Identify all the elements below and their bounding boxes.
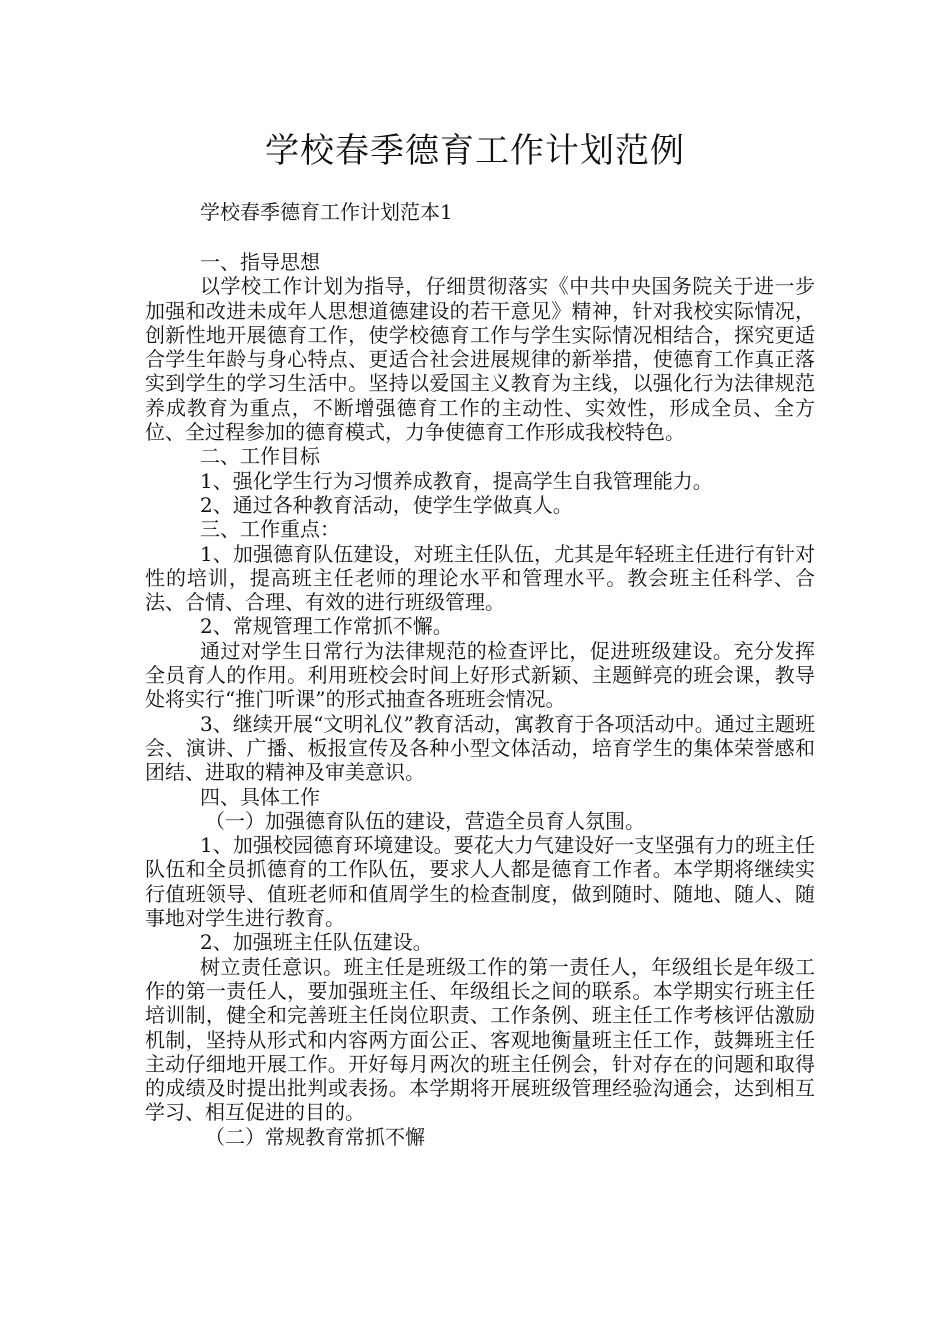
body-paragraph: 1、强化学生行为习惯养成教育，提高学生自我管理能力。	[200, 468, 713, 493]
section-heading: 一、指导思想	[200, 250, 320, 274]
body-paragraph: 3、继续开展“文明礼仪”教育活动，寓教育于各项活动中。通过主题班会、演讲、广播、板报宣传及各种小型文体活动，培育学生的集体荣誉感和团结、进取的精神及审美意识。	[145, 711, 815, 785]
body-paragraph: 1、加强校园德育环境建设。要花大力气建设好一支坚强有力的班主任队伍和全员抓德育的工作队伍，要求人人都是德育工作者。本学期将继续实行值班领导、值班老师和值周学生的检查制度，做到随时、随地、随人、随事地对学生进行教育。	[145, 833, 815, 931]
subsection-heading: （一）加强德育队伍的建设，营造全员育人氛围。	[205, 808, 645, 833]
section-heading: 四、具体工作	[200, 784, 320, 809]
body-paragraph: 1、加强德育队伍建设，对班主任队伍，尤其是年轻班主任进行有针对性的培训，提高班主任老师的理论水平和管理水平。教会班主任科学、合法、合情、合理、有效的进行班级管理。	[145, 541, 815, 615]
document-body	[145, 250, 815, 1149]
body-paragraph: 树立责任意识。班主任是班级工作的第一责任人，年级组长是年级工作的第一责任人，要加强班主任、年级组长之间的联系。本学期实行班主任培训制，健全和完善班主任岗位职责、工作条例、班主任工作考核评估激励机制，坚持从形式和内容两方面公正、客观地衡量班主任工作，鼓舞班主任主动仔细地开展工作。开好每月两次的班主任例会，针对存在的问题和取得的成绩及时提出批判或表扬。本学期将开展班级管理经验沟通会，达到相互学习、相互促进的目的。	[145, 954, 815, 1125]
body-paragraph: 以学校工作计划为指导，仔细贯彻落实《中共中央国务院关于进一步加强和改进未成年人思想道德建设的若干意见》精神，针对我校实际情况，创新性地开展德育工作，使学校德育工作与学生实际情况相结合，探究更适合学生年龄与身心特点、更适合社会进展规律的新举措，使德育工作真正落实到学生的学习生活中。坚持以爱国主义教育为主线，以强化行为法律规范养成教育为重点，不断增强德育工作的主动性、实效性，形成全员、全方位、全过程参加的德育模式，力争使德育工作形成我校特色。	[145, 274, 815, 445]
document-subtitle: 学校春季德育工作计划范本1	[200, 200, 453, 224]
section-heading: 三、工作重点：	[200, 517, 340, 542]
body-paragraph: 2、加强班主任队伍建设。	[200, 930, 433, 955]
body-paragraph: 2、常规管理工作常抓不懈。	[200, 614, 453, 639]
subsection-heading: （二）常规教育常抓不懈	[205, 1124, 425, 1149]
body-paragraph: 2、通过各种教育活动，使学生学做真人。	[200, 492, 573, 517]
section-heading: 二、工作目标	[200, 444, 320, 469]
document-title: 学校春季德育工作计划范例	[265, 131, 685, 171]
body-paragraph: 通过对学生日常行为法律规范的检查评比，促进班级建设。充分发挥全员育人的作用。利用班校会时间上好形式新颖、主题鲜亮的班会课，教导处将实行“推门听课”的形式抽查各班班会情况。	[145, 638, 815, 712]
